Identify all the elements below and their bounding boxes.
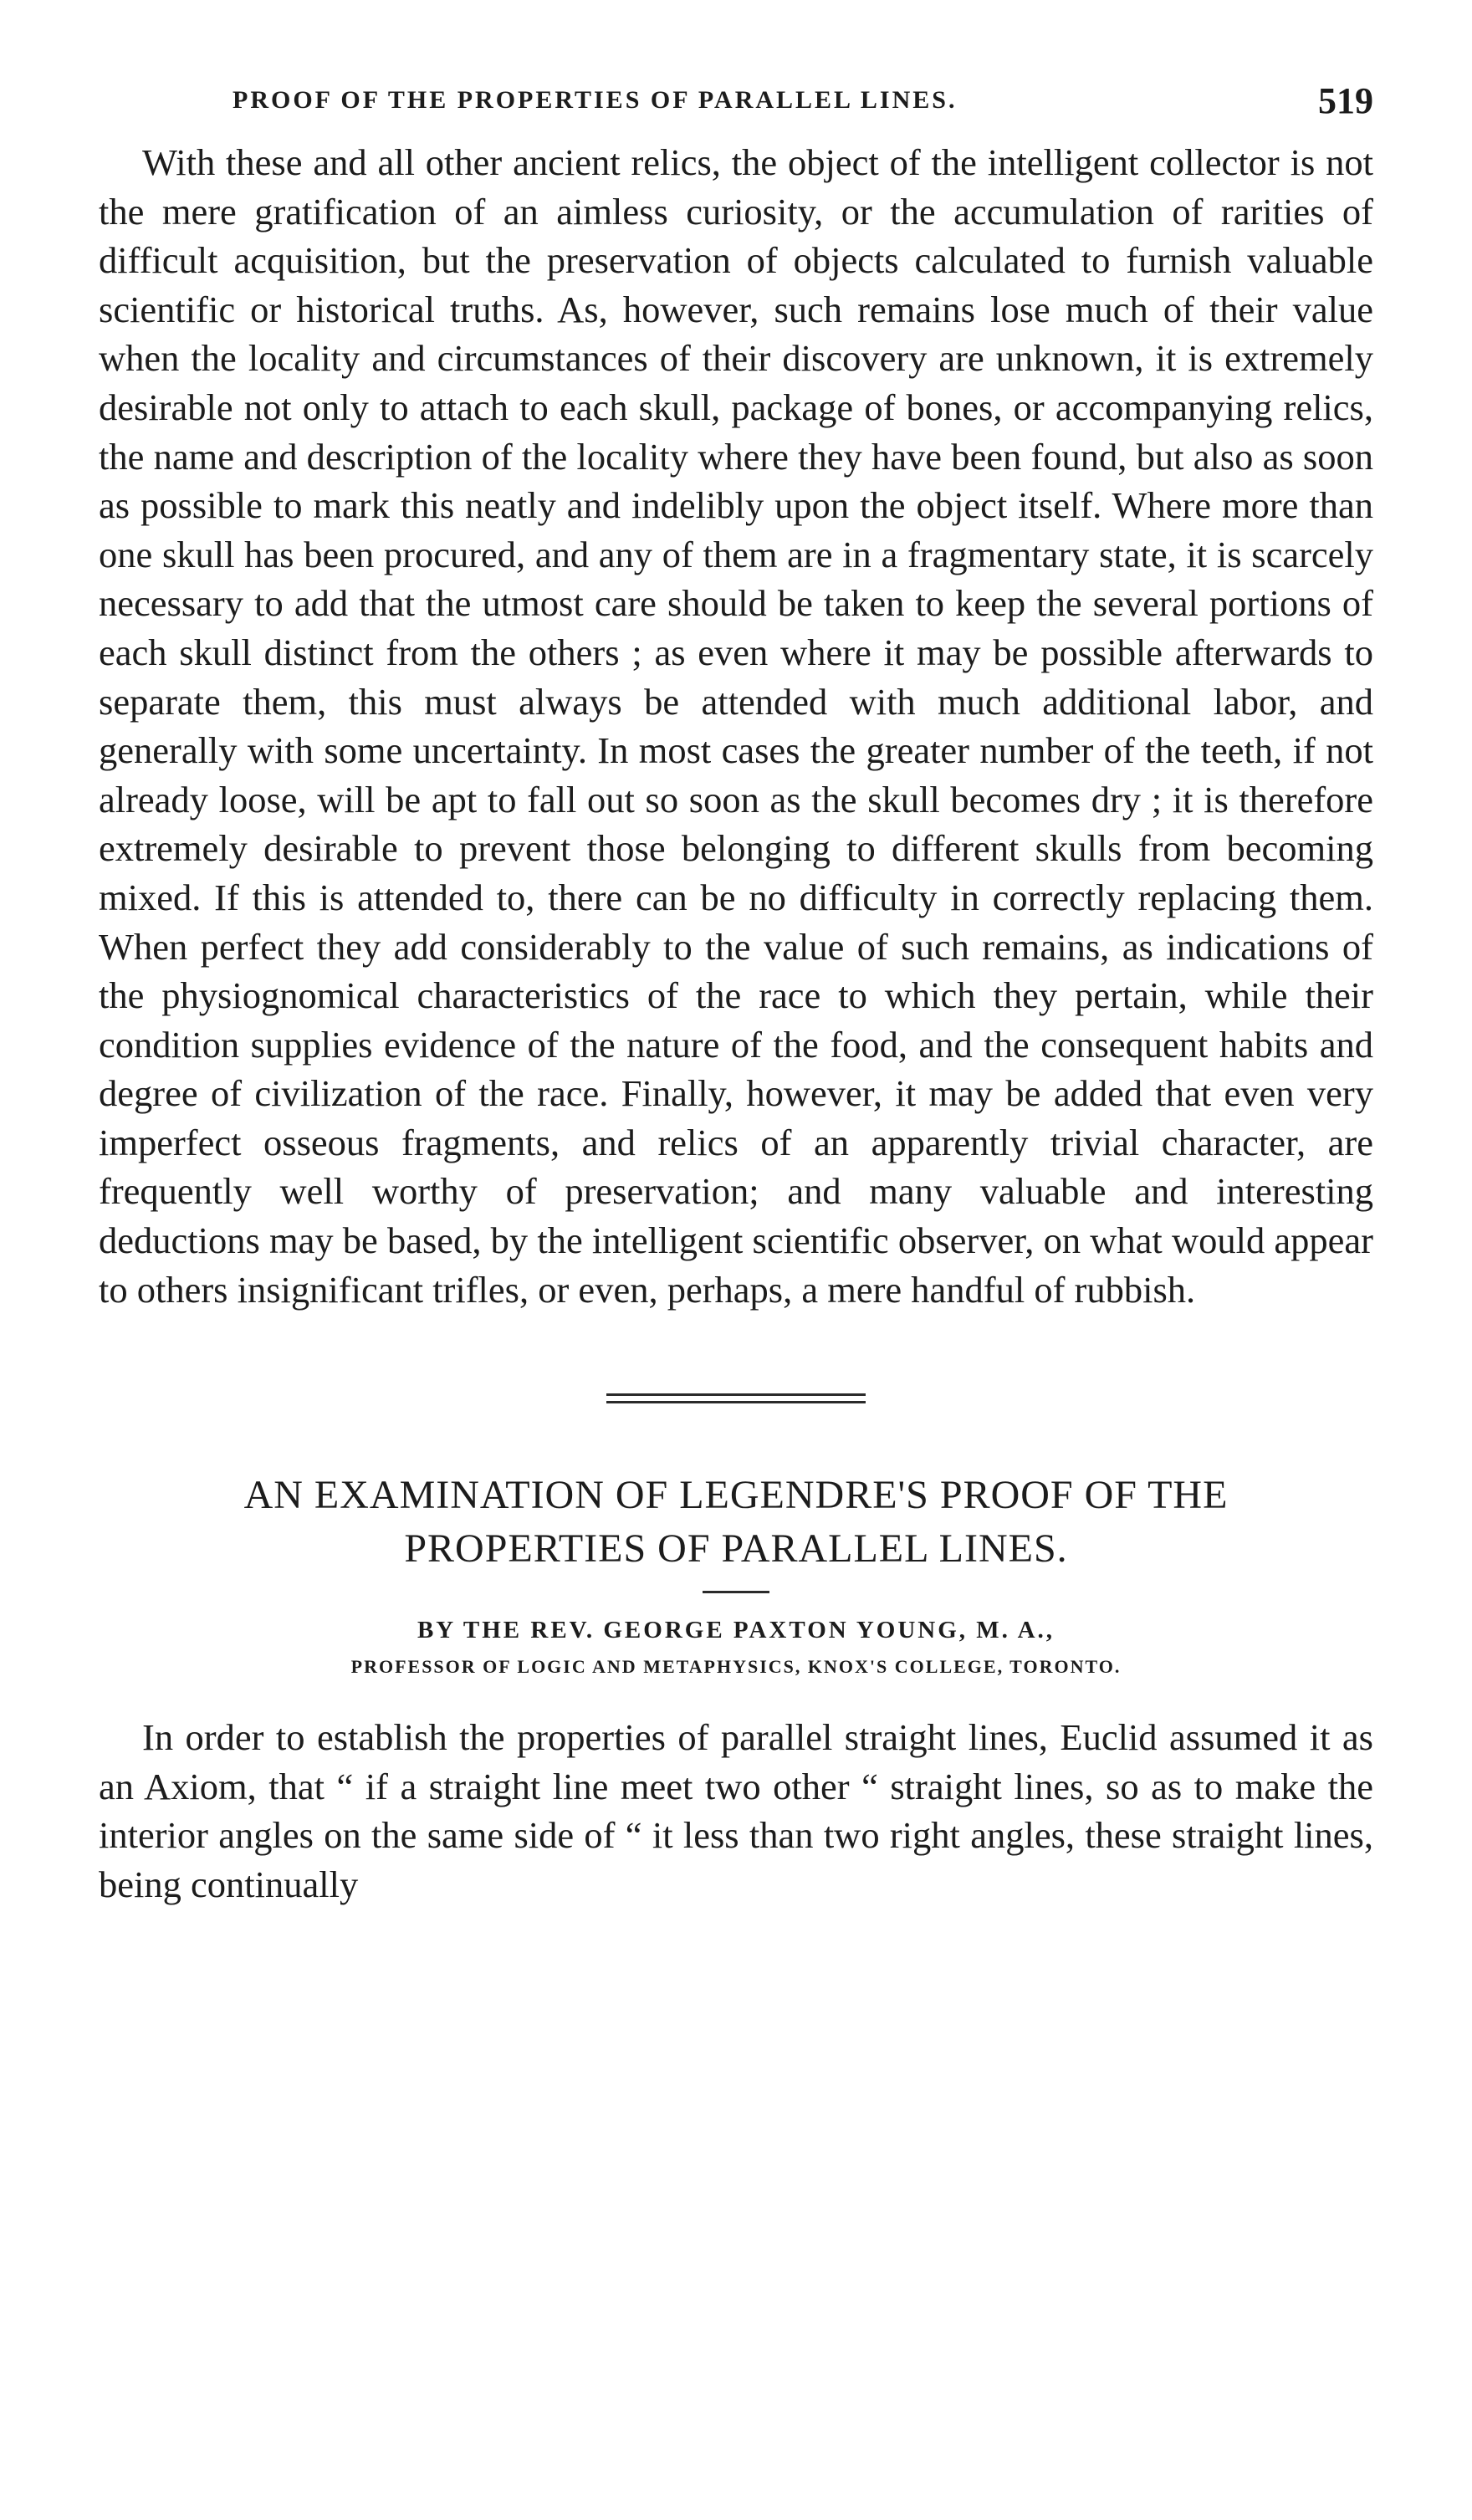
section-divider [606,1393,866,1403]
running-title: PROOF OF THE PROPERTIES OF PARALLEL LINES. [233,86,958,114]
author-affiliation: PROFESSOR OF LOGIC AND METAPHYSICS, KNOX'S COLLEGE, TORONTO. [350,1656,1122,1678]
article-title-line-2: PROPERTIES OF PARALLEL LINES. [404,1526,1068,1572]
divider-line-top [606,1393,866,1396]
previous-article-paragraph: With these and all other ancient relics, the object of the intelligent collector is not the mere gratification of an aimless curiosity, or the accumulation of rarities of difficult acquisition, but the preservation of objects calculated to furnish valuable scientific or historical truths. As, however, such remains lose much of their value when the locality and circumstances of their discovery are unknown, it is extremely desirable not only to attach to each skull, package of bones, or accompanying relics, the name and description of the locality where they have been found, but also as soon as possible to mark this neatly and indelibly upon the object itself. Where more than one skull has been procured, and any of them are in a fragmentary state, it is scarcely necessary to add that the utmost care should be taken to keep the several portions of each skull distinct from the others ; as even where it may be possible afterwards to separate them, this must always be attended with much additional labor, and generally with some uncertainty. In most cases the greater number of the teeth, if not already loose, will be apt to fall out so soon as the skull becomes dry ; it is therefore extremely desirable to prevent those belonging to different skulls from becoming mixed. If this is attended to, there can be no difficulty in correctly replacing them. When perfect they add considerably to the value of such remains, as indications of the physiognomical characteristics of the race to which they pertain, while their condition supplies evidence of the nature of the food, and the consequent habits and degree of civilization of the race. Finally, however, it may be added that even very imperfect osseous fragments, and relics of an apparently trivial character, are frequently well worthy of preservation; and many valuable and interesting deductions may be based, by the intelligent scientific observer, on what would appear to others insignificant trifles, or even, perhaps, a mere handful of rubbish. [99,141,1373,1311]
running-head [99,79,1373,130]
journal-page [99,79,1373,1946]
page-number: 519 [1318,80,1373,121]
title-rule [703,1591,769,1593]
article-title-line-1: AN EXAMINATION OF LEGENDRE'S PROOF OF THE [243,1473,1229,1518]
divider-line-bottom [606,1401,866,1403]
article-title [99,1469,1373,1576]
author-byline: BY THE REV. GEORGE PAXTON YOUNG, M. A., [417,1617,1055,1644]
article-opening-paragraph: In order to establish the properties of parallel straight lines, Euclid assumed it as an Axiom, that “ if a straight line meet two other “ straight lines, so as to make the interior angles on the same side of “ it less than two right angles, these straight lines, being continually [99,1716,1373,1906]
